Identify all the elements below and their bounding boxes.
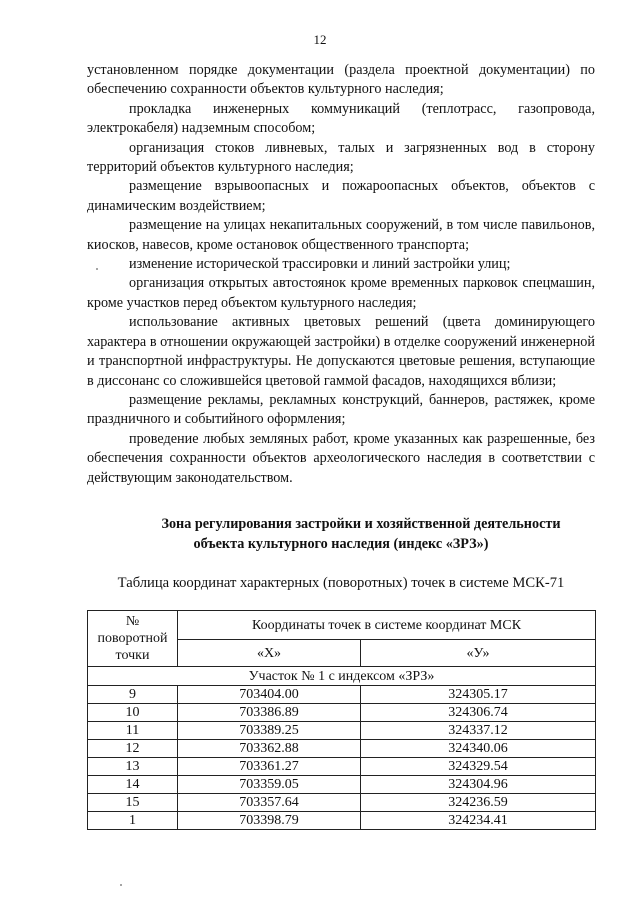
paragraph: использование активных цветовых решений (цвета доминирующего характера в отношении окружающей застройки) в отделке сооружений инженерной и транспортной инфраструктуры. Не допускаются цветовые решения, вступающие в диссонанс со сложившейся цветовой гаммой фасадов, находящихся вблизи; bbox=[87, 314, 595, 389]
x-cell: 703362.88 bbox=[178, 740, 361, 758]
paragraph: изменение исторической трассировки и линий застройки улиц; bbox=[129, 256, 511, 273]
x-cell: 703398.79 bbox=[178, 812, 361, 830]
header-point-line2: поворотной bbox=[97, 631, 168, 646]
header-x: «Х» bbox=[178, 640, 361, 667]
x-cell: 703357.64 bbox=[178, 794, 361, 812]
section-heading-line2: объекта культурного наследия (индекс «ЗРЗ») bbox=[193, 536, 489, 552]
table-row bbox=[88, 686, 596, 704]
point-cell: 13 bbox=[88, 758, 178, 776]
paragraph: организация открытых автостоянок кроме временных парковок спецмашин, кроме участков перед объектом культурного наследия; bbox=[87, 275, 595, 311]
page-number: 12 bbox=[313, 32, 327, 47]
paragraph: размещение взрывоопасных и пожароопасных объектов, объектов с динамическим воздействием; bbox=[87, 178, 595, 214]
y-cell: 324306.74 bbox=[361, 704, 596, 722]
coordinates-table bbox=[87, 610, 596, 830]
header-coordinates: Координаты точек в системе координат МСК bbox=[178, 611, 596, 640]
paragraph: прокладка инженерных коммуникаций (теплотрасс, газопровода, электрокабеля) надземным способом; bbox=[87, 100, 595, 137]
header-point-number bbox=[88, 611, 178, 667]
header-point-line3: точки bbox=[115, 648, 150, 663]
point-cell: 15 bbox=[88, 794, 178, 812]
table-caption: Таблица координат характерных (поворотных) точек в системе МСК-71 bbox=[117, 575, 565, 591]
body-text bbox=[87, 61, 595, 488]
y-cell: 324337.12 bbox=[361, 722, 596, 740]
point-cell: 1 bbox=[88, 812, 178, 830]
table-row bbox=[88, 722, 596, 740]
point-cell: 11 bbox=[88, 722, 178, 740]
point-cell: 9 bbox=[88, 686, 178, 704]
paragraph: организация стоков ливневых, талых и загрязненных вод в сторону территорий объектов культурного наследия; bbox=[87, 139, 595, 176]
x-cell: 703386.89 bbox=[178, 704, 361, 722]
section-heading bbox=[87, 514, 595, 554]
table-row bbox=[88, 794, 596, 812]
x-cell: 703389.25 bbox=[178, 722, 361, 740]
table-row bbox=[88, 776, 596, 794]
y-cell: 324305.17 bbox=[361, 686, 596, 704]
y-cell: 324340.06 bbox=[361, 740, 596, 758]
y-cell: 324234.41 bbox=[361, 812, 596, 830]
point-cell: 14 bbox=[88, 776, 178, 794]
table-row bbox=[88, 758, 596, 776]
table-row bbox=[88, 704, 596, 722]
paragraph: установленном порядке документации (раздела проектной документации) по обеспечению сохранности объектов культурного наследия; bbox=[87, 62, 595, 98]
table-row bbox=[88, 740, 596, 758]
point-cell: 12 bbox=[88, 740, 178, 758]
x-cell: 703404.00 bbox=[178, 686, 361, 704]
table-row bbox=[88, 812, 596, 830]
y-cell: 324304.96 bbox=[361, 776, 596, 794]
x-cell: 703361.27 bbox=[178, 758, 361, 776]
paragraph: размещение рекламы, рекламных конструкций, баннеров, растяжек, кроме праздничного и событийного оформления; bbox=[87, 391, 595, 428]
header-y: «У» bbox=[361, 640, 596, 667]
scan-speck bbox=[120, 884, 122, 886]
section-heading-line1: Зона регулирования застройки и хозяйственной деятельности bbox=[161, 516, 561, 532]
paragraph: размещение на улицах некапитальных сооружений, в том числе павильонов, киосков, навесов, кроме остановок общественного транспорта; bbox=[87, 217, 595, 253]
x-cell: 703359.05 bbox=[178, 776, 361, 794]
y-cell: 324329.54 bbox=[361, 758, 596, 776]
header-point-line1: № bbox=[125, 614, 140, 629]
y-cell: 324236.59 bbox=[361, 794, 596, 812]
point-cell: 10 bbox=[88, 704, 178, 722]
scan-speck bbox=[96, 268, 98, 270]
table-section-label: Участок № 1 с индексом «ЗРЗ» bbox=[88, 667, 596, 686]
paragraph: проведение любых земляных работ, кроме указанных как разрешенные, без обеспечения сохранности объектов археологического наследия в соответствии с действующим законодательством. bbox=[87, 430, 595, 486]
